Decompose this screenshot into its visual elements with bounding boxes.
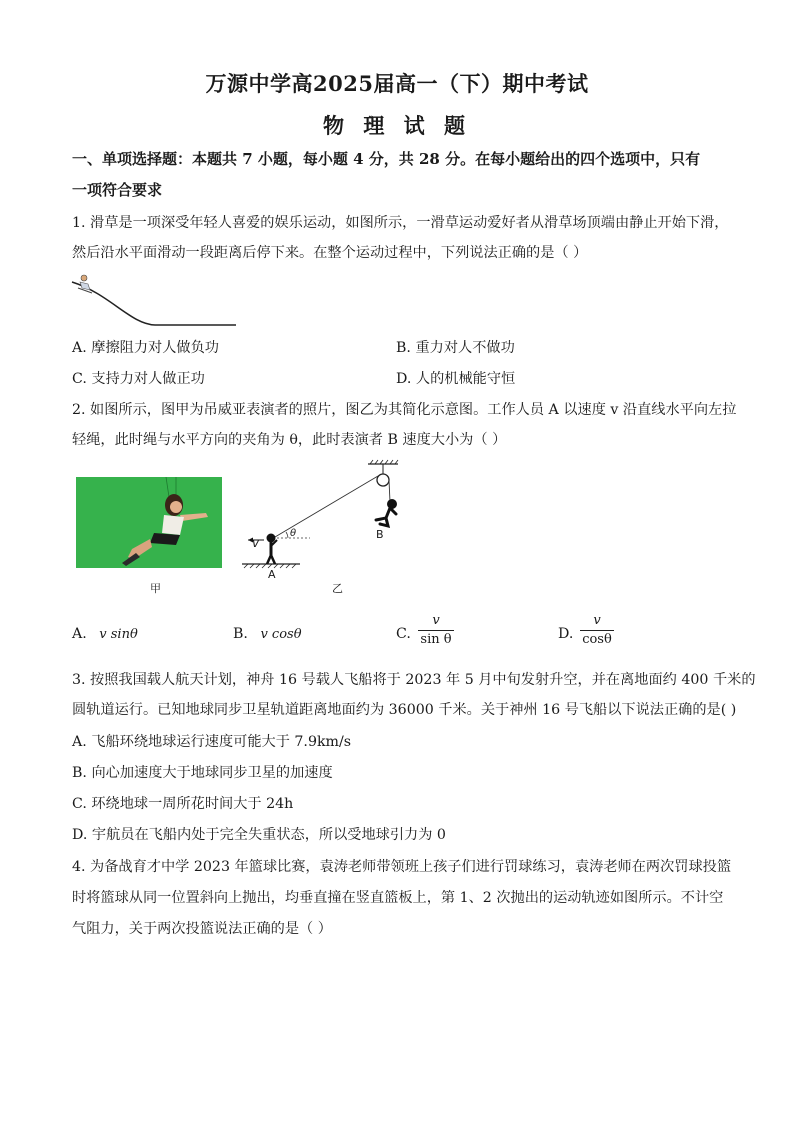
exam-title: 万源中学高2025届高一（下）期中考试: [205, 71, 589, 96]
skier-icon: [78, 275, 92, 293]
q2-stem-line1: 2. 如图所示，图甲为吊威亚表演者的照片，图乙为其简化示意图。工作人员 A 以速度 v 沿直线水平向左拉: [72, 402, 737, 418]
wire-performer-photo: [76, 477, 222, 568]
label-a: A: [268, 568, 276, 581]
q2-option-a[interactable]: [72, 624, 138, 645]
label-theta: θ: [290, 528, 297, 539]
figure-label-jia: 甲: [150, 582, 161, 595]
q1-stem-line2: 然后沿水平面滑动一段距离后停下来。在整个运动过程中，下列说法正确的是（ ）: [72, 245, 588, 261]
exam-subtitle: 物 理 试 题: [323, 113, 471, 138]
q2-option-b[interactable]: [233, 624, 302, 645]
q4-stem-line3: 气阻力，关于两次投篮说法正确的是（ ）: [72, 921, 332, 937]
q2-option-c-denominator: sin θ: [420, 632, 452, 647]
q2-option-a-prefix: A.: [72, 626, 87, 642]
figure-label-yi: 乙: [332, 582, 343, 595]
pulley-icon: [377, 474, 389, 486]
q2-option-a-expr: v sinθ: [99, 627, 138, 642]
q4-stem-line2: 时将篮球从同一位置斜向上抛出，均垂直撞在竖直篮板上，第 1、2 次抛出的运动轨迹如图所示。不计空: [72, 890, 724, 906]
q3-option-a[interactable]: A. 飞船环绕地球运行速度可能大于 7.9km/s: [72, 734, 352, 750]
q2-option-b-expr: v cosθ: [260, 627, 302, 642]
q3-option-c[interactable]: C. 环绕地球一周所花时间大于 24h: [72, 796, 294, 812]
q3-option-d[interactable]: D. 宇航员在飞船内处于完全失重状态，所以受地球引力为 0: [72, 827, 446, 843]
q1-slope-figure: [70, 274, 240, 334]
q4-stem-line1: 4. 为备战育才中学 2023 年篮球比赛，袁涛老师带领班上孩子们进行罚球练习，袁涛老师在两次罚球投篮: [72, 859, 732, 875]
q2-option-b-prefix: B.: [233, 626, 248, 642]
q1-stem-line1: 1. 滑草是一项深受年轻人喜爱的娱乐运动，如图所示，一滑草运动爱好者从滑草场顶端由静止开始下滑，: [72, 215, 729, 231]
q1-option-b[interactable]: B. 重力对人不做功: [396, 340, 515, 356]
q3-stem-line2: 圆轨道运行。已知地球同步卫星轨道距离地面约为 36000 千米。关于神州 16 号飞船以下说法正确的是( ): [72, 702, 737, 718]
q1-option-a[interactable]: A. 摩擦阻力对人做负功: [72, 340, 219, 356]
q3-option-b[interactable]: B. 向心加速度大于地球同步卫星的加速度: [72, 765, 333, 781]
q2-option-c-prefix: C.: [396, 626, 411, 642]
q1-option-d[interactable]: D. 人的机械能守恒: [396, 371, 516, 387]
q2-stem-line2: 轻绳，此时绳与水平方向的夹角为 θ，此时表演者 B 速度大小为（ ）: [72, 432, 507, 448]
q3-stem-line1: 3. 按照我国载人航天计划，神舟 16 号载人飞船将于 2023 年 5 月中旬发射升空，并在离地面约 400 千米的: [72, 672, 756, 688]
q2-option-d-fraction: [580, 613, 614, 648]
q2-option-c-fraction: [418, 613, 454, 648]
section-heading-line2: 一项符合要求: [72, 181, 163, 199]
label-b: B: [376, 528, 384, 541]
q1-option-c[interactable]: C. 支持力对人做正功: [72, 371, 205, 387]
worker-a-icon: [267, 534, 278, 565]
q2-option-d-denominator: cosθ: [582, 632, 612, 647]
pulley-diagram: [240, 460, 410, 580]
q2-option-c-numerator: v: [432, 613, 440, 628]
q2-option-d[interactable]: [558, 624, 573, 644]
q2-option-d-numerator: v: [593, 613, 601, 628]
performer-b-icon: [376, 499, 397, 526]
section-heading-line1: 一、单项选择题：本题共 7 小题，每小题 4 分，共 28 分。在每小题给出的四个选项中，只有: [72, 150, 701, 168]
label-v: v: [252, 536, 260, 550]
q2-option-c[interactable]: [396, 624, 411, 644]
q2-option-d-prefix: D.: [558, 626, 574, 642]
